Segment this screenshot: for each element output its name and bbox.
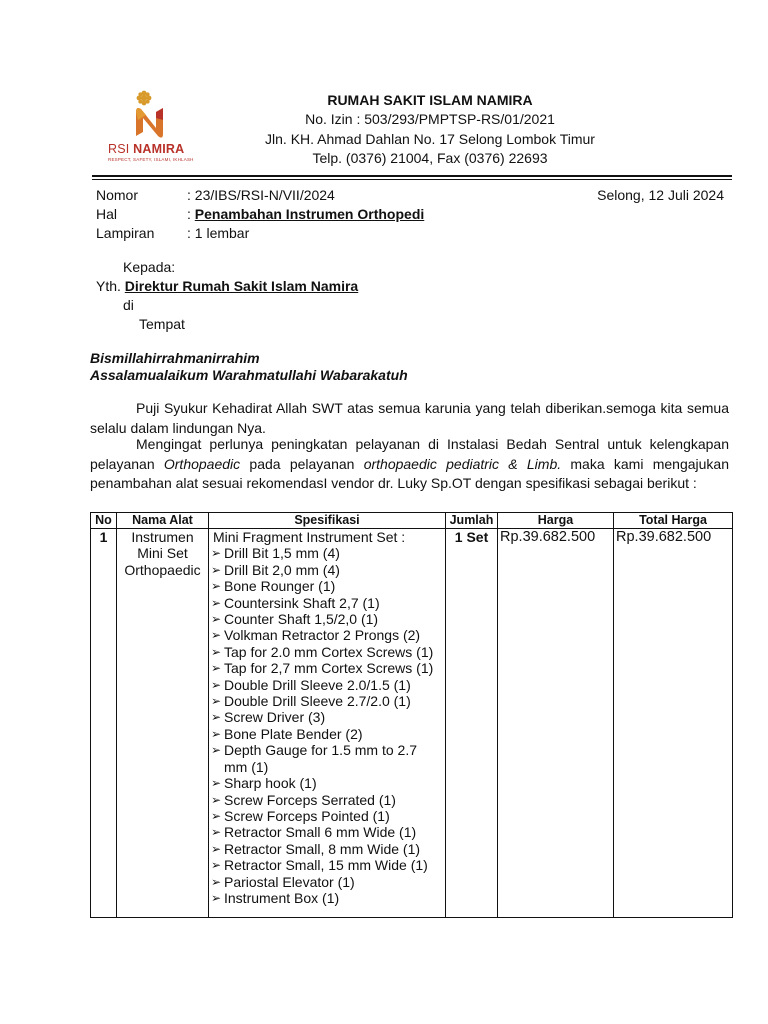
list-item	[211, 611, 443, 627]
arrow-bullet-icon: ➢	[211, 841, 222, 856]
kepada-label: Kepada:	[123, 259, 176, 275]
list-item	[211, 545, 443, 561]
cell-spesifikasi	[209, 529, 446, 918]
list-item	[211, 742, 443, 775]
arrow-bullet-icon: ➢	[211, 890, 222, 905]
list-item	[211, 890, 443, 906]
header-nama-alat: Nama Alat	[117, 513, 209, 529]
hal-value-line	[187, 206, 424, 222]
nomor-label: Nomor	[96, 187, 139, 203]
paragraph-2	[90, 435, 729, 494]
header-total-harga: Total Harga	[614, 513, 733, 529]
hal-colon: :	[187, 206, 195, 222]
arrow-bullet-icon: ➢	[211, 776, 222, 791]
arrow-bullet-icon: ➢	[211, 612, 222, 627]
letterhead-divider-thick	[92, 175, 732, 177]
arrow-bullet-icon: ➢	[211, 546, 222, 561]
spec-item-text: Screw Forceps Pointed (1)	[224, 807, 390, 824]
spec-item-text: Bone Rounger (1)	[224, 578, 336, 595]
list-item	[211, 693, 443, 709]
spec-item-text: Counter Shaft 1,5/2,0 (1)	[224, 611, 379, 628]
list-item	[211, 562, 443, 578]
salam: Assalamualaikum Warahmatullahi Wabarakatuh	[90, 367, 408, 383]
spec-item-text: Volkman Retractor 2 Prongs (2)	[224, 627, 421, 644]
hospital-address: Jln. KH. Ahmad Dahlan No. 17 Selong Lombok Timur	[265, 131, 595, 147]
logo-tagline: RESPECT, SAFETY, ISLAMI, IKHLASH	[108, 157, 194, 162]
logo-wordmark	[108, 142, 208, 156]
spec-item-text: Retractor Small, 8 mm Wide (1)	[224, 840, 421, 857]
arrow-bullet-icon: ➢	[211, 825, 222, 840]
arrow-bullet-icon: ➢	[211, 874, 222, 889]
tempat-label: Tempat	[139, 316, 185, 332]
arrow-bullet-icon: ➢	[211, 579, 222, 594]
letter-date: Selong, 12 Juli 2024	[597, 187, 724, 203]
spec-list	[211, 545, 443, 906]
list-item	[211, 841, 443, 857]
recipient-line	[96, 278, 358, 294]
letterhead-divider-thin	[92, 179, 732, 180]
spec-item-text: Drill Bit 2,0 mm (4)	[224, 561, 340, 578]
spec-item-text: Bone Plate Bender (2)	[224, 725, 363, 742]
arrow-bullet-icon: ➢	[211, 808, 222, 823]
paragraph-2-a: Mengingat perlunya peningkatan pelayanan di Instalasi Bedah Sentral untuk kelengkapan pelayanan	[90, 436, 729, 472]
spec-item-text: Countersink Shaft 2,7 (1)	[224, 594, 380, 611]
arrow-bullet-icon: ➢	[211, 595, 222, 610]
arrow-bullet-icon: ➢	[211, 562, 222, 577]
spec-item-text: Tap for 2,7 mm Cortex Screws (1)	[224, 660, 434, 677]
lampiran-label: Lampiran	[96, 225, 155, 241]
spec-item-text: Sharp hook (1)	[224, 775, 317, 792]
arrow-bullet-icon: ➢	[211, 694, 222, 709]
yth-label: Yth.	[96, 278, 125, 294]
spec-item-text: Drill Bit 1,5 mm (4)	[224, 545, 340, 562]
header-jumlah: Jumlah	[446, 513, 498, 529]
arrow-bullet-icon: ➢	[211, 628, 222, 643]
paragraph-2-italic-2: orthopaedic pediatric & Limb.	[363, 455, 562, 472]
cell-jumlah: 1 Set	[446, 529, 498, 918]
hospital-phone: Telp. (0376) 21004, Fax (0376) 22693	[312, 150, 548, 166]
logo-name: NAMIRA	[133, 142, 185, 156]
list-item	[211, 808, 443, 824]
list-item	[211, 578, 443, 594]
paragraph-1-text: Puji Syukur Kehadirat Allah SWT atas semua karunia yang telah diberikan.semoga kita semua selalu dalam lindungan Nya.	[90, 400, 729, 436]
spec-item-text: Depth Gauge for 1.5 mm to 2.7 mm (1)	[224, 742, 417, 775]
recipient-name: Direktur Rumah Sakit Islam Namira	[124, 278, 359, 294]
header-harga: Harga	[498, 513, 614, 529]
spec-item-text: Tap for 2.0 mm Cortex Screws (1)	[224, 643, 434, 660]
arrow-bullet-icon: ➢	[211, 743, 222, 758]
paragraph-2-c: maka kami mengajukan penambahan alat sesuai rekomendasI vendor dr. Luky Sp.OT dengan spesifikasi sebagai berikut :	[90, 455, 729, 491]
arrow-bullet-icon: ➢	[211, 710, 222, 725]
table-row	[91, 529, 733, 918]
spec-item-text: Screw Forceps Serrated (1)	[224, 791, 396, 808]
nomor-value: : 23/IBS/RSI-N/VII/2024	[187, 187, 335, 203]
list-item	[211, 874, 443, 890]
header-spesifikasi: Spesifikasi	[209, 513, 446, 529]
spec-item-text: Double Drill Sleeve 2.0/1.5 (1)	[224, 676, 411, 693]
spec-item-text: Retractor Small, 15 mm Wide (1)	[224, 857, 428, 874]
list-item	[211, 726, 443, 742]
list-item	[211, 775, 443, 791]
arrow-bullet-icon: ➢	[211, 644, 222, 659]
cell-no: 1	[91, 529, 117, 918]
list-item	[211, 677, 443, 693]
list-item	[211, 857, 443, 873]
arrow-bullet-icon: ➢	[211, 792, 222, 807]
arrow-bullet-icon: ➢	[211, 726, 222, 741]
spec-title: Mini Fragment Instrument Set :	[213, 529, 406, 545]
list-item	[211, 709, 443, 725]
list-item	[211, 627, 443, 643]
table-header-row	[91, 513, 733, 529]
cell-total-harga: Rp.39.682.500	[614, 529, 733, 918]
arrow-bullet-icon: ➢	[211, 858, 222, 873]
logo-prefix: RSI	[108, 142, 130, 156]
di-label: di	[123, 297, 134, 313]
paragraph-2-italic-1: Orthopaedic	[163, 455, 241, 472]
paragraph-1	[90, 399, 729, 438]
list-item	[211, 792, 443, 808]
list-item	[211, 595, 443, 611]
arrow-bullet-icon: ➢	[211, 661, 222, 676]
cell-nama-alat: Instrumen Mini Set Orthopaedic	[117, 529, 209, 918]
spec-item-text: Double Drill Sleeve 2.7/2.0 (1)	[224, 693, 411, 710]
license-number: No. Izin : 503/293/PMPTSP-RS/01/2021	[305, 111, 555, 127]
hal-subject: Penambahan Instrumen Orthopedi	[194, 206, 425, 222]
specification-table	[90, 512, 733, 918]
hospital-logo	[108, 90, 208, 162]
spec-item-text: Pariostal Elevator (1)	[224, 873, 355, 890]
list-item	[211, 824, 443, 840]
spec-item-text: Instrument Box (1)	[224, 889, 340, 906]
header-no: No	[91, 513, 117, 529]
hal-label: Hal	[96, 206, 118, 222]
spec-item-text: Retractor Small 6 mm Wide (1)	[224, 824, 417, 841]
cell-harga: Rp.39.682.500	[498, 529, 614, 918]
hospital-name: RUMAH SAKIT ISLAM NAMIRA	[327, 92, 533, 108]
lampiran-value: : 1 lembar	[187, 225, 250, 241]
paragraph-2-b: pada pelayanan	[240, 455, 364, 472]
list-item	[211, 660, 443, 676]
list-item	[211, 644, 443, 660]
bismillah: Bismillahirrahmanirrahim	[90, 350, 260, 366]
spec-item-text: Screw Driver (3)	[224, 709, 326, 726]
namira-emblem-icon	[108, 90, 208, 142]
arrow-bullet-icon: ➢	[211, 677, 222, 692]
